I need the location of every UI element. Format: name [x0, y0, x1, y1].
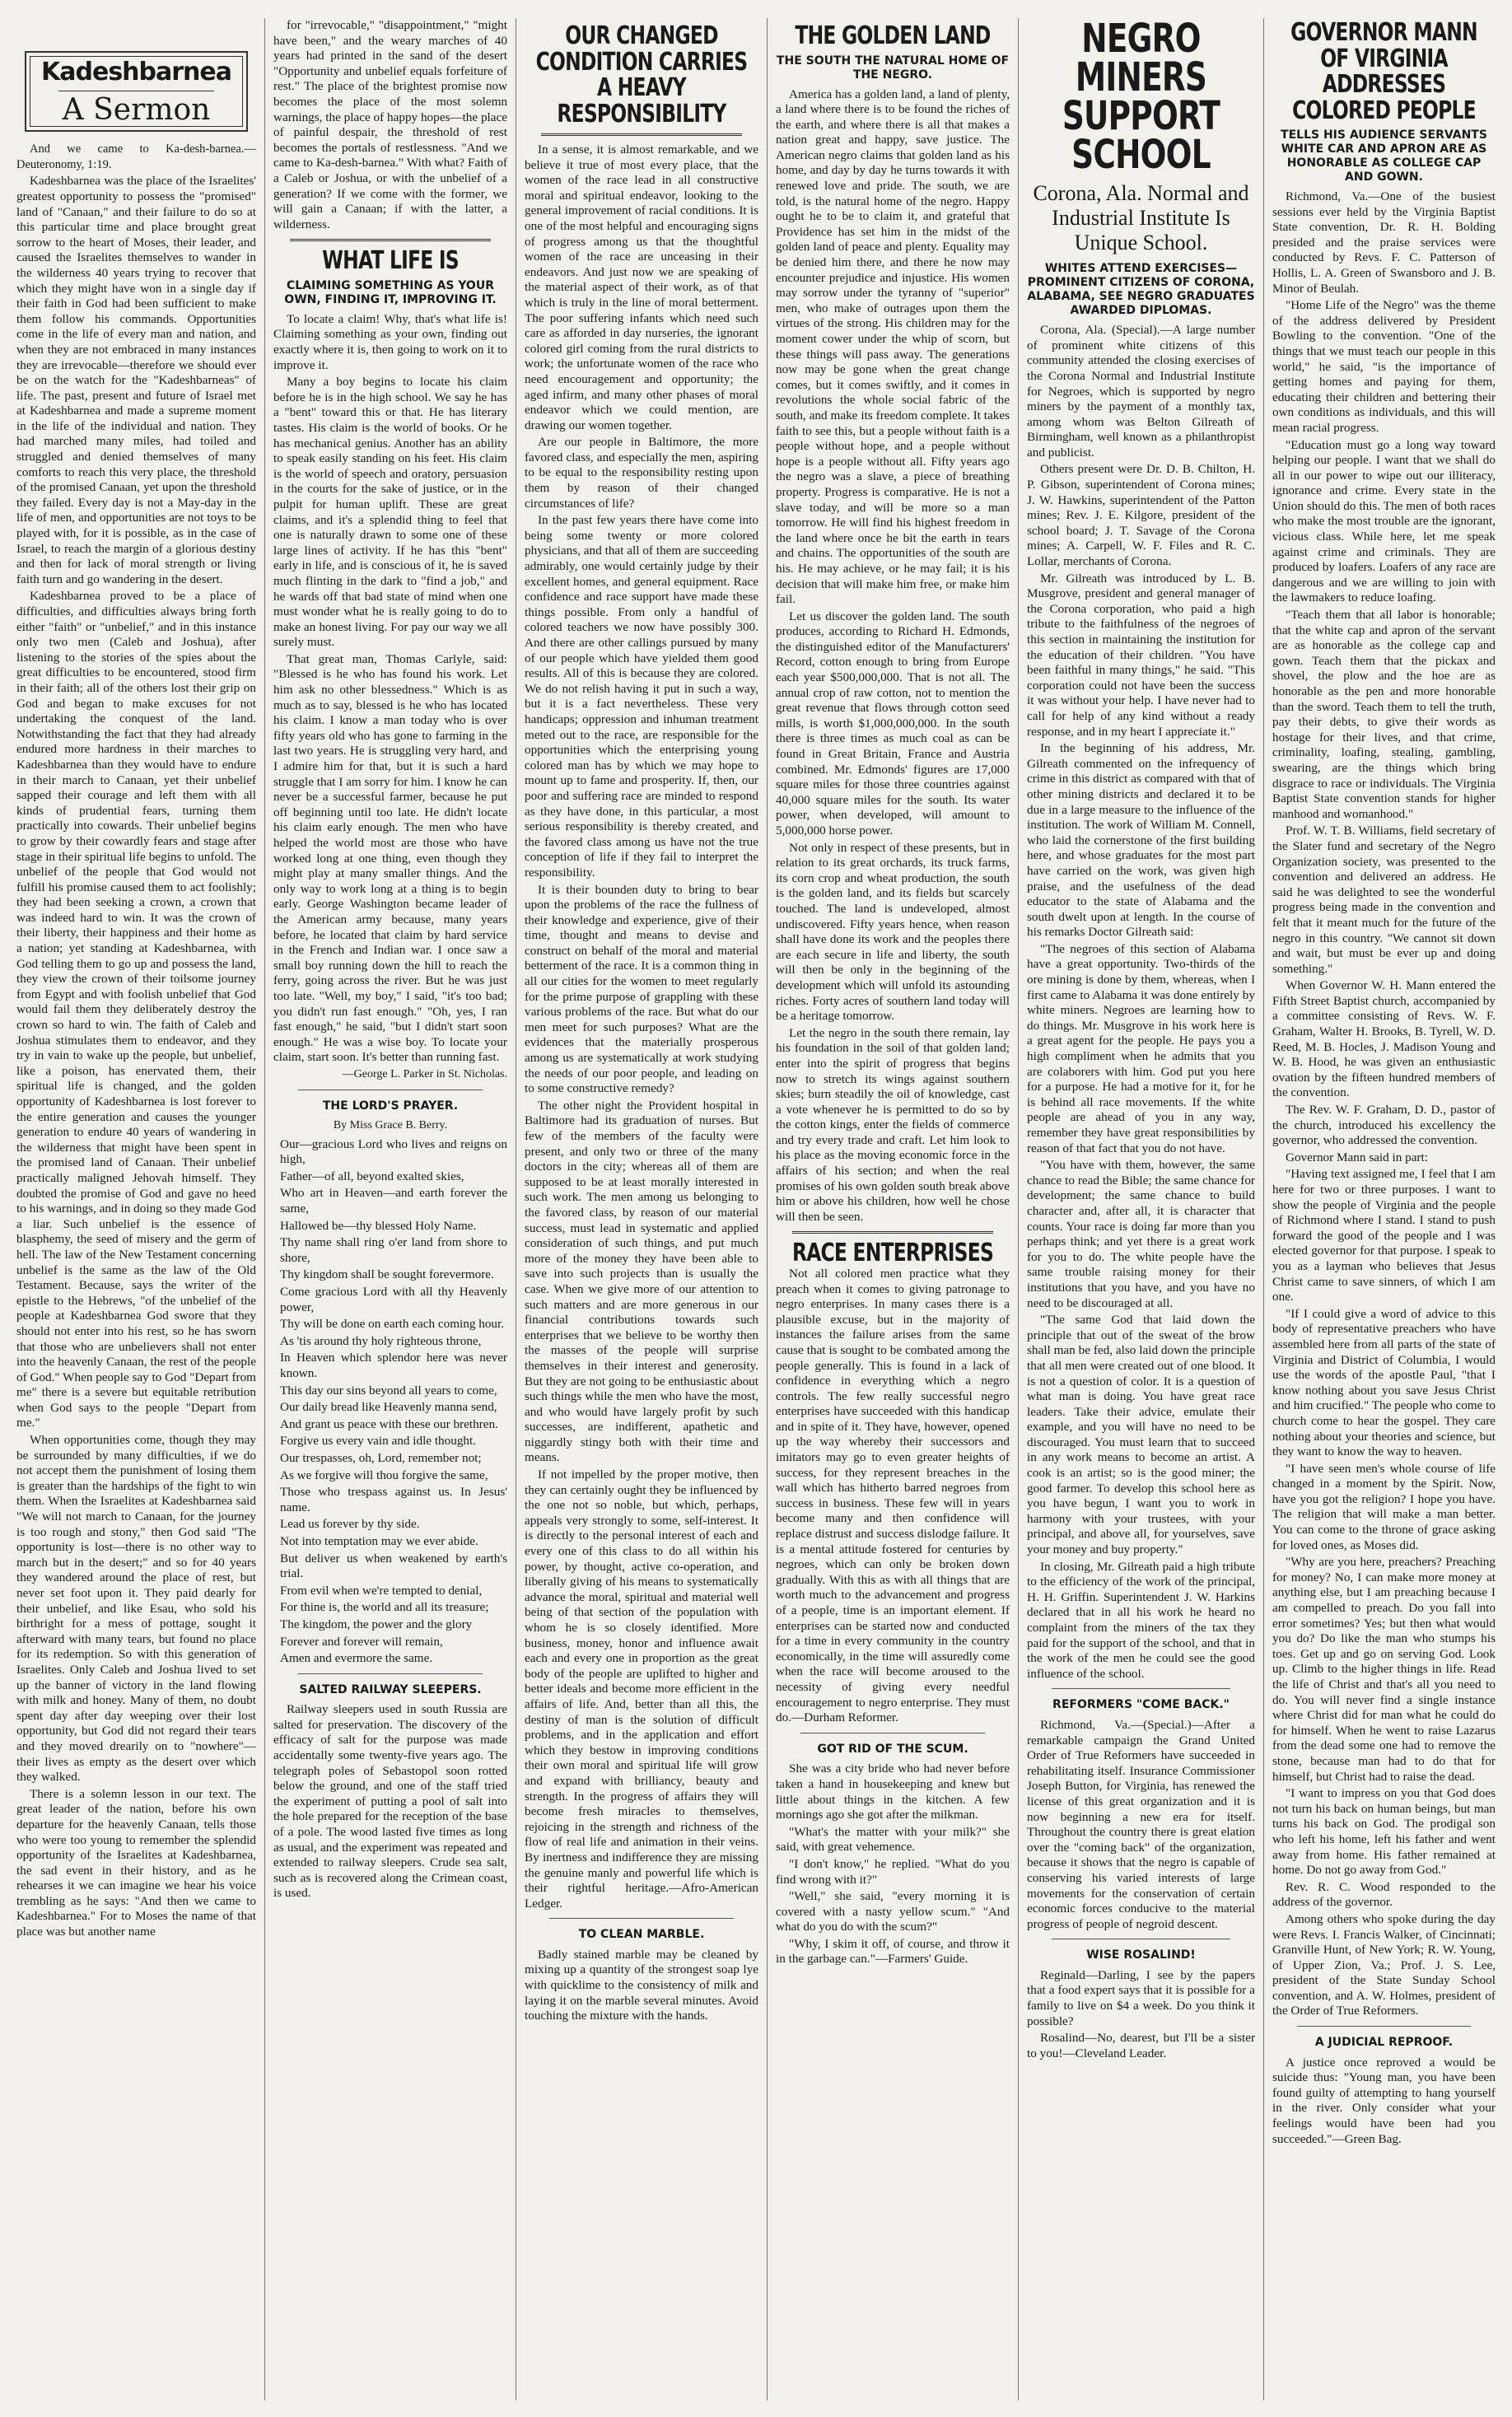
- headline-salted-sleepers: SALTED RAILWAY SLEEPERS.: [299, 1682, 482, 1696]
- headline-clean-marble: TO CLEAN MARBLE.: [578, 1928, 705, 1942]
- article-paragraph: The other night the Provident hospital in Baltimore had its graduation of nurses. But few of the members of the faculty were present, and only two or three of the many doctors in the city; whereas all of them are supposed to be at least morally interested in such work. The men among us belonging to the favored class, by reason of our material success, must lead in systematic and applied consideration of such things, and put much more of the money they have been able to save into such projects than is usually the case. When we give more of our attention to such matters and are more generous in our financial contributions towards such enterprises that we believe to be worthy then the masses of the people will surprise themselves in their interest and generosity. But they are not going to be enthusiastic about such things while the men who have the most, and who would have largely profit by such successes, are indifferent, apathetic and niggardly stingy both with their time and means.: [525, 1098, 758, 1465]
- headline-scum: GOT RID OF THE SCUM.: [817, 1742, 968, 1756]
- article-paragraph: When Governor W. H. Mann entered the Fifth Street Baptist church, accompanied by a committee consisting of Revs. W. F. Graham, Walter H. Brooks, B. Tyrell, W. D. Reed, M. B. Hocles, J. Madison Young and W. B. Hood, he was given an enthusiastic ovation by the fifteen hundred members of the convention.: [1272, 978, 1496, 1100]
- article-paragraph: Richmond, Va.—(Special.)—After a remarkable campaign the Grand United Order of True Reformers have succeeded in rehabilitating itself. Insurance Commissioner Joseph Button, for Virginia, has renewed the license of this great organization and it is now beginning a new era for itself. Throughout the country there is great elation over the "coming back" of the organization, because it shows that the negro is capable of conserving his varied interests of large movements for the conservation of certain economic forces conducive to the material progress of people of negroid descent.: [1027, 1717, 1255, 1931]
- article-paragraph: In a sense, it is almost remarkable, and we believe it true of most every place, that the women of the race lead in all constructive moral and spiritual endeavor, looking to the general improvement of racial conditions. It is one of the most helpful and encouraging signs of progress among us that the thoughtful women of the race are unceasing in their endeavors. And just now we are speaking of the material aspect of their work, as of that which is truly in the line of moral betterment. The poor suffering infants which need such care as afforded in day nurseries, the ignorant colored girl coming from the rural districts to work; the unfortunate women of the race who need encouragement and opportunity; the aged infirm, and many other phases of moral endeavor which we could mention, are drawing our women together.: [525, 142, 758, 432]
- column-5: [1019, 18, 1264, 2401]
- article-paragraph: "What's the matter with your milk?" she said, with great vehemence.: [776, 1824, 1010, 1855]
- deck-governor-mann: TELLS HIS AUDIENCE SERVANTS WHITE CAR AND APRON ARE AS HONORABLE AS COLLEGE CAP AND GOWN.: [1281, 128, 1487, 184]
- headline-changed-condition: OUR CHANGED CONDITION CARRIES A HEAVY RESPONSIBILITY: [535, 21, 748, 128]
- sermon-subtitle: A Sermon: [62, 92, 211, 127]
- article-paragraph: That great man, Thomas Carlyle, said: "Blessed is he who has found his work. Let him ask no other blessedness." Which is as much as to say, blessed is he who has located his claim. I know a man today who is over fifty years old who has gone to farming in the last two years. He is struggling very hard, and I admire him for that, but it is such a hard struggle that I am sorry for him. I know he can never be a successful farmer, because he put off beginning until too late. He didn't locate his claim early enough. The men who have helped the world most are those who have worked long at one thing, even though they might play at many smaller things. And the only way to work long at a thing is to begin early. George Washington became leader of the American army because, many years before, he located that claim by hard service in the French and Indian war. I once saw a small boy running down the hill to reach the ferry, going across the river. But he was just too late. "Well, my boy," I said, "it's too bad; you didn't run fast enough." "Oh, yes, I ran fast enough," he said, "but I didn't start soon enough." He was a wise boy. To locate your claim, start soon. It's better than running fast.: [273, 651, 507, 1065]
- headline-reformers: REFORMERS "COME BACK.": [1052, 1698, 1230, 1712]
- article-paragraph: In the beginning of his address, Mr. Gilreath commented on the infrequency of crime in this district as compared with that of other mining districts and declared it to be due in a large measure to the influence of the institution. The work of William M. Connell, who laid the cornerstone of the first building here, and whose graduates for the most part have carried on the work, was given high praise, and the usefulness of the dead educator to the state of Alabama and the south dwelt upon at length. In the course of his remarks Doctor Gilreath said:: [1027, 741, 1255, 940]
- poem-line: Lead us forever by thy side.: [280, 1517, 420, 1532]
- article-paragraph: Let the negro in the south there remain, lay his foundation in the soil of that golden land; enter into the spirit of progress that begins now to stretch its wings against southern skies; burn steadily the oil of knowledge, cast a vote whenever he is permitted to do so by the cotton kings, enter the fields of commerce and try every trade and craft. Let him look to his place as the moving economic force in the affairs of his section; and when the real promises of his own golden south break above him or above his children, how well he chose will then be seen.: [776, 1025, 1010, 1224]
- article-paragraph: There is a solemn lesson in our text. The great leader of the nation, before his own departure for the heavenly Canaan, tells those who were too young to remember the splendid opportunity of the Israelites at Kadeshbarnea, the sad event in their history, and as he rehearses it we can imagine we hear his voice trembling as he says: "And then we came to Kadeshbarnea." For to Moses the name of that place was but another name: [16, 1786, 256, 1939]
- article-paragraph: Not all colored men practice what they preach when it comes to giving patronage to negro enterprises. In many cases there is a plausible excuse, but in the majority of instances the failure arises from the same cause that is sought to be combated among the people generally. This is found in a lack of confidence in everything which a negro controls. The few really successful negro enterprises have succeeded with this handicap and in spite of it. They have, however, opened up the way whereby their successors and imitators may go to even greater heights of success, for they represent breaches in the wall which has hitherto barred negroes from success in business. These few will in years become many and then confidence will replace distrust and success dislodge failure. It is a mental attitude fostered for centuries by negroes, which can only be broken down gradually. With this as with all things that are worth much to the advancement and progress of a people, time is an important element. If enterprises can be started now and conducted for a time in every community in the country economically, in the time will assuredly come when the race will become aroused to the necessity of giving every needful encouragement to negro enterprise. They must do.—Durham Reformer.: [776, 1266, 1010, 1725]
- article-paragraph: Prof. W. T. B. Williams, field secretary of the Slater fund and secretary of the Negro Organization society, was presented to the convention and delivered an address. He said he was delighted to see the wonderful progress being made in the convention and felt that it meant much for the future of the negro in this country. "We cannot sit down and wait, but must be ever up and doing something.": [1272, 824, 1496, 976]
- article-paragraph: She was a city bride who had never before taken a hand in housekeeping and knew but little about things in the kitchen. A few mornings ago she got after the milkman.: [776, 1761, 1010, 1822]
- column-6: [1264, 18, 1504, 2401]
- article-paragraph: Others present were Dr. D. B. Chilton, H. P. Gibson, superintendent of Corona mines; J. W. Hawkins, superintendent of the Patton mines; Rev. J. E. Kilgore, president of the school board; J. T. Savage of the Corona mines; A. Carpell, W. F. Files and R. C. Lollar, merchants of Corona.: [1027, 462, 1255, 569]
- article-paragraph: Reginald—Darling, I see by the papers that a food expert says that it is possible for a family to live on $4 a week. Do you think it possible?: [1027, 1967, 1255, 2028]
- article-paragraph: "Why, I skim it off, of course, and throw it in the garbage can."—Farmers' Guide.: [776, 1936, 1010, 1967]
- poem-line: This day our sins beyond all years to come,: [280, 1383, 497, 1397]
- article-paragraph: for "irrevocable," "disappointment," "might have been," and the weary marches of 40 years had printed in the sand of the desert "Opportunity and unbelief equals forfeiture of rest." The place of the brightest promise now becomes the place of the most solemn warnings, the place of happy hopes—the place of painful despair, the threshold of rest becomes the portals of restlessness. "And we came to Ka-desh-barnea." With what? Faith of a Caleb or Joshua, or with the unbelief of a generation? If we come with the former, we will gain a Canaan; if with the latter, a wilderness.: [273, 18, 507, 231]
- headline-lords-prayer: THE LORD'S PRAYER.: [322, 1099, 459, 1113]
- poem-line: Amen and evermore the same.: [280, 1651, 433, 1666]
- article-paragraph: "Education must go a long way toward helping our people. I want that we shall do all in our power to wipe out our illiteracy, ignorance and crime. Every state in the Union should do this. The men of both races who make the most trouble are the ignorant, vicious class. While here, let me speak against crime and criminals. They are produced by loafers. Loafers of any race are dangerous and we are willing to join with the lawmakers to reduce loafing.: [1272, 437, 1496, 605]
- article-paragraph: "Home Life of the Negro" was the theme of the address delivered by President Bowling to the convention. "One of the things that we must teach our people in this world," he said, "is the importance of getting homes and paying for them, educating their children and bettering their own conditions as individuals, and this will mean racial progress.: [1272, 298, 1496, 435]
- article-paragraph: "Why are you here, preachers? Preaching for money? No, I can make more money at anything else, but I am preaching because I am compelled to preach. Do you fall into error sometimes? Yes; but then what would you do? Do like the man who stumps his toes. Get up and go on serving God. Look up. Climb to the higher things in life. Read the life of Christ and that's all you need to do. You will never find a single instance where Christ did for man what he could do for himself. When he went to raise Lazarus from the dead some one had to remove the stone, because man had to do that for himself, but Christ had to raise the dead.: [1272, 1555, 1496, 1784]
- byline-signature: —George L. Parker in St. Nicholas.: [342, 1067, 507, 1080]
- article-paragraph: Governor Mann said in part:: [1286, 1150, 1428, 1164]
- headline-rosalind: WISE ROSALIND!: [1086, 1948, 1196, 1962]
- column-4: [768, 18, 1019, 2401]
- byline: By Miss Grace B. Berry.: [333, 1119, 448, 1132]
- article-paragraph: Kadeshbarnea proved to be a place of difficulties, and difficulties always bring forth either "faith" or "unbelief," and in this instance only two men (Caleb and Joshua), after listening to the stories of the spies about the great difficulties to be encountered, stood firm in their faith; all of the others lost their grip on God and began to make excuses for not undertaking the conquest of the land. Notwithstanding the fact that they had already endured more hardness in their marches to Kadeshbarnea than they would have to endure in their march to Canaan, yet their unbelief sapped their courage and left them with all kinds of prudential fears, turning them practically into cowards. Their unbelief begins to grow by their cowardly fears and stage after stage in their spiritual life begins to unfold. The unbelief of the people that God would not fulfill his promise caused them to act foolishly; they had been seeking a crown, a crown that was indeed hard to win. It was the crown of their liberty, their happiness and their home as a nation; yet standing at Kadeshbarnea, with God telling them to go up and possess the land, they view the crown of their toilsome journey from Egypt and with foolish unbelief that God would fail them they deliberately destroy the crown so hard to win. The faith of Caleb and Joshua stimulates them to endeavor, and they try in vain to wake up the people, but unbelief, like a poison, has enervated them, their spiritual life is changed, and the golden opportunity of Kadeshbarnea is lost forever to the entire generation and causes the younger generation to endure 40 years of wandering in the wilderness that might have been spent in the promised land of Canaan. Their unbelief practically maligned Jehovah himself. They doubted the promise of God and gave no heed to his warnings, and in doing so they made God a liar. Such unbelief is the essence of blasphemy, the seed of misery and the germ of hell. The law of the New Testament concerning unbelief is the same as the law of the Old Testament. Because, says the writer of the epistle to the Hebrews, "of the unbelief of the people at Kadeshbarnea God swore that they should not enter into his rest, so he has sworn that those who are unbelievers shall not enter into the heavenly Canaan, the rest of the people of God." When people say to God "Depart from me" there is a severe but equitable retribution when God says to the people "Depart from me.": [16, 589, 256, 1430]
- intro-corona: Corona, Ala. Normal and Industrial Institute Is Unique School.: [1033, 181, 1249, 255]
- divider: [290, 239, 491, 241]
- headline-governor-mann: GOVERNOR MANN OF VIRGINIA ADDRESSES COLORED PEOPLE: [1290, 18, 1477, 125]
- poem-line: And grant us peace with these our brethren.: [280, 1416, 498, 1431]
- headline-negro-miners: NEGRO MINERS SUPPORT SCHOOL: [1062, 18, 1220, 179]
- poem-line: As 'tis around thy holy righteous throne,: [280, 1333, 482, 1348]
- article-paragraph: Not only in respect of these presents, but in relation to its great orchards, its truck farms, its corn crop and wheat production, the south is the golden land, and its fields but scarcely touched. The land is undeveloped, almost undiscovered. Fifty years hence, when reason shall have done its work and the peoples there are each secure in life and liberty, the south will then be only in the beginning of the development which will unfold its astounding riches. Forty acres of southern land today will be a heritage tomorrow.: [776, 840, 1010, 1024]
- article-paragraph: Rosalind—No, dearest, but I'll be a sister to you!—Cleveland Leader.: [1027, 2031, 1255, 2060]
- poem-line: Our trespasses, oh, Lord, remember not;: [280, 1450, 482, 1465]
- divider: [1052, 1688, 1230, 1689]
- poem-line: Thy kingdom shall be sought forevermore.: [280, 1267, 494, 1282]
- article-paragraph: Among others who spoke during the day were Revs. I. Francis Walker, of Cincinnati; Granville Hunt, of New York; R. W. Young, of Upper Zion, Va.; Prof. J. S. Lee, president of the State Sunday School convention, and A. W. Holmes, president of the Order of True Reformers.: [1272, 1911, 1496, 2018]
- article-paragraph: In the past few years there have come into being some twenty or more colored physicians, and that all of them are succeeding admirably, one would certainly judge by their excellent homes, and general equipment. Race confidence and race support have made these things possible. From only a handful of colored teachers we now have possibly 300. And there are other callings pursued by many of our people which have yielded them good results. All of this is because they are colored. We do not relish having it put in such a way, but it is a fact nevertheless. These very handicaps; oppression and inhuman treatment meted out to the race, are responsible for the opportunities which the enterprising young colored man has by which we may hope to mount up to fame and prosperity. If, then, our poor and suffering race are minded to respond as they have done, in this particular, a most serious responsibility is thereby created, and the favored class among us have not the true conception of life if they fail to interpret the responsibility.: [525, 513, 758, 880]
- poem-line: Father—of all, beyond exalted skies,: [280, 1169, 464, 1183]
- article-paragraph: "If I could give a word of advice to this body of representative preachers who have assembled here from all parts of the state of Virginia and District of Columbia, I would use the words of the apostle Paul, "that I know nothing about you save Jesus Christ and him crucified." The people who come to church come to hear the gospel. They care nothing about your theories and science, but they want to know the way to heaven.: [1272, 1306, 1496, 1459]
- article-paragraph: Corona, Ala. (Special).—A large number of prominent white citizens of this community attended the closing exercises of the Corona Normal and Industrial Institute for Negroes, which is supported by negro miners by the payment of a monthly tax, among whom was Belton Gilreath of Birmingham, well known as a philanthropist and publicist.: [1027, 323, 1255, 460]
- poem-line: Forgive us every vain and idle thought.: [280, 1434, 477, 1449]
- article-paragraph: When opportunities come, though they may be surrounded by many difficulties, if we do not accept them the punishment of losing them is greater than the hardships of the fight to win them. When the Israelites at Kadeshbarnea said "We will not march to Canaan, for the journey is too rough and stony," then God said "The opportunity is lost—there is no other way to march but in the desert;" and so for 40 years they wandered around the place of rest, but never set foot upon it. They paid dearly for their unbelief, and like Esau, who sold his birthright for a mess of pottage, sought it afterward with many tears, but found no place for its redemption. So with this generation of Israelites. Only Caleb and Joshua lived to set up the banner of victory in the land flowing with milk and honey. Many of them, no doubt spent day after day weeping over their lost opportunity, but God did not regard their tears and they moved drearily on to "nowhere"—their lives as empty as the desert over which they walked.: [16, 1433, 256, 1785]
- column-2: [265, 18, 516, 2401]
- article-paragraph: A justice once reproved a would be suicide thus: "Young man, you have been found guilty of attempting to hang yourself in the river. Only consider what your feelings would have been had you succeeded."—Green Bag.: [1272, 2055, 1496, 2146]
- poem-line: From evil when we're tempted to denial,: [280, 1583, 483, 1598]
- column-3: [516, 18, 768, 2401]
- deck-what-life-is: CLAIMING SOMETHING AS YOUR OWN, FINDING IT, IMPROVING IT.: [284, 278, 497, 306]
- article-paragraph: "I don't know," he replied. "What do you find wrong with it?": [776, 1856, 1010, 1887]
- article-paragraph: "The same God that laid down the principle that out of the sweat of the brow shall man be fed, also laid down the principle that all men were created out of one blood. It is not a question of color. It is a question of what man is doing. You have great race leaders. Take their advice, emulate their example, and you will have no need to be discouraged. You must learn that to succeed in any work means to become an artist. A cook is an artist; so is the good miner; the good farmer. To develop this school here as you have begun, I want you to work in harmony with your trustees, with your principal, and above all, for yourselves, save your money and buy property.": [1027, 1313, 1255, 1557]
- article-paragraph: The Rev. W. F. Graham, D. D., pastor of the church, introduced his excellency the governor, who addressed the convention.: [1272, 1103, 1496, 1148]
- poem-line: In Heaven which splendor here was never known.: [280, 1351, 507, 1380]
- sermon-title-box: [25, 51, 248, 132]
- deck-corona: WHITES ATTEND EXERCISES—PROMINENT CITIZENS OF CORONA, ALABAMA, SEE NEGRO GRADUATES AWARDED DIPLOMAS.: [1027, 262, 1255, 318]
- poem: [273, 1137, 507, 1667]
- poem-line: But deliver us when weakened by earth's trial.: [280, 1551, 507, 1581]
- poem-line: Not into temptation may we ever abide.: [280, 1533, 478, 1548]
- article-paragraph: Richmond, Va.—One of the busiest sessions ever held by the Virginia Baptist State convention, Dr. R. H. Bolding presided and the praise services were conducted by Revs. F. C. Patterson of Hollis, L. A. Green of Swansboro and J. B. Minor of Beulah.: [1272, 189, 1496, 296]
- article-paragraph: Are our people in Baltimore, the more favored class, and especially the men, aspiring to be equal to the responsibility resting upon them by reason of their changed circumstances of life?: [525, 435, 758, 511]
- article-paragraph: Rev. R. C. Wood responded to the address of the governor.: [1272, 1879, 1496, 1910]
- article-paragraph: America has a golden land, a land of plenty, a land where there is to be found the riches of the earth, and where there is all that makes a nation great and happy, save justice. The American negro claims that golden land as his home, and day by day he turns towards it with renewed love and pride. The south, we are told, is the natural home of the negro. Happy ought he to be to claim it, and grateful that Providence has set him in the midst of the golden land of peace and plenty. Equality may be denied him there, and there he now may encounter prejudice and injustice. His women may sorrow under the tyranny of "superior" men, who make of outrages upon them the virtues of the strong. His children may for the moment cower under the whip of scorn, but these things will pass away. The generations now may be gone when the great change comes, but it comes swiftly, and it comes in revolutions the whole social fabric of the south, and make its freedom complete. It takes faith to see this, but a people without faith is a people without hope, and a people without hope is a people without all. Fifty years ago the negro was a slave, a piece of breathing property. Progress is comparative. He is not a slave today, and will be more so a man tomorrow. He will find his highest freedom in the land where once he bit the earth in tears and chains. The opportunities of the south are his. He may achieve, or he may fail; it is his decision that will make him free, or make him fail.: [776, 86, 1010, 607]
- article-paragraph: Mr. Gilreath was introduced by L. B. Musgrove, president and general manager of the Corona corporation, who paid a high tribute to the faithfulness of the negroes of this section in maintaining the institution for the education of their children. "You have been faithful in many things," he said. "This corporation could not have been the success it was without your help. I have never had to call for help of any kind without a ready response, and in my heart I appreciate it.": [1027, 571, 1255, 739]
- divider: [298, 1673, 483, 1674]
- headline-golden-land: THE GOLDEN LAND: [795, 21, 991, 50]
- article-paragraph: To locate a claim! Why, that's what life is! Claiming something as your own, finding out exactly where it is, then going to work on it to improve it.: [273, 311, 507, 372]
- article-paragraph: "Teach them that all labor is honorable; that the white cap and apron of the servant are as honorable as the college cap and gown. Teach them that the pickax and shovel, the plow and the hoe are as honorable as the pen and more honorable than the sword. Teach them to tell the truth, pay their debts, to give their words as hostage for their lives, and that crime, criminality, loafing, stealing, gambling, swearing, are the things which bring disgrace to race or individuals. The Virginia Baptist State convention stands for higher manhood and womanhood.": [1272, 608, 1496, 821]
- article-paragraph: Let us discover the golden land. The south produces, according to Richard H. Edmonds, the distinguished editor of the Manufacturers' Record, cotton enough to bring from Europe each year $500,000,000. That is not all. The annual crop of raw cotton, not to mention the great revenue that flows through cotton seed mills, is worth $1,000,000,000. In the south there is three times as much coal as can be found in Great Britain, France and Austria combined. Mr. Edmonds' figures are 17,000 square miles for those three countries against 40,000 square miles for the south. Its water power, when developed, will amount to 5,000,000 horse power.: [776, 609, 1010, 838]
- divider: [792, 1231, 993, 1234]
- headline-race-enterprises: RACE ENTERPRISES: [791, 1239, 994, 1268]
- article-paragraph: If not impelled by the proper motive, then they can certainly ought they be influenced by the one not so noble, but which, perhaps, appeals very strongly to some, self-interest. It is directly to the personal interest of each and every one of this class to do all within his power, by thought, active co-operation, and liberally giving of his means to systematically advance the moral, spiritual and material well being of that section of the population with whom he is so closely identified. More business, money, honor and influence await each and every one in proportion as the great body of the people are uplifted to higher and better ideals and become more efficient in the affairs of life. And, better than all this, the destiny of man is the solution of difficult problems, and in the application and effort which they bestow in improving conditions their own moral and spiritual life will grow and expand with brilliancy, beauty and strength. In the progress of affairs they will become fresh miracles to themselves, rejoicing in the strength and richness of the flow of real life and animation in their veins. By inertness and indifference they are missing the genuine manly and powerful life which is their rightful heritage.—Afro-American Ledger.: [525, 1467, 758, 1911]
- sermon-title: Kadeshbarnea: [41, 58, 231, 86]
- poem-line: Hallowed be—thy blessed Holy Name.: [280, 1218, 477, 1233]
- divider: [541, 133, 742, 136]
- poem-line: Who art in Heaven—and earth forever the same,: [280, 1186, 507, 1216]
- article-paragraph: "You have with them, however, the same chance to read the Bible; the same chance for development; the same chance to build character and, after all, it is character that counts. Your race is doing far more than you perhaps think; and yet there is a great work for you to do. The white people have the same trouble raising money for their institutions that you have, and you have no need to be discouraged at all.: [1027, 1158, 1255, 1310]
- article-paragraph: "Well," she said, "every morning it is covered with a nasty yellow scum." "And what do you do with the scum?": [776, 1889, 1010, 1934]
- poem-line: Thy name shall ring o'er land from shore to shore,: [280, 1235, 507, 1265]
- article-paragraph: Kadeshbarnea was the place of the Israelites' greatest opportunity to possess the "promised" land of "Canaan," and their failure to do so at this particular time and place brought great sorrow to the heart of Moses, their leader, and caused the Israelites themselves to wander in the wilderness 40 years trying to recover that which they might have won in a single day if their faith in God had been sufficient to make them follow his commands. Opportunities come in the life of every man and nation, and when they are not embraced in many instances they are irrevocable—therefore we should ever be on the watch for the "Kadeshbarneas" of life. The past, present and future of Israel met at Kadeshbarnea and made a supreme moment in the life of the individual and nation. They had marched many miles, had toiled and struggled and denied themselves of many comforts to reach this very place, the threshold of the promised Canaan, yet upon the threshold they failed. Every day is not a May-day in the life of men, and opportunities are not toys to be played with, for it is possible, as in the case of Israel, to reach the margin of a glorious destiny and then for lack of moral strength or living faith turn and go wandering in the desert.: [16, 174, 256, 586]
- scripture-quote: And we came to Ka-desh-barnea.—Deuteronomy, 1:19.: [16, 142, 256, 171]
- divider: [549, 1918, 734, 1919]
- poem-line: For thine is, the world and all its treasure;: [280, 1600, 489, 1615]
- poem-line: Our daily bread like Heavenly manna send,: [280, 1400, 497, 1415]
- poem-line: Those who trespass against us. In Jesus' name.: [280, 1485, 507, 1514]
- poem-line: Forever and forever will remain,: [280, 1634, 443, 1649]
- article-paragraph: "Having text assigned me, I feel that I am here for two or three purposes. I want to show the people of Virginia and the people of Richmond where I stand. I stand to push forward the good of the people and I was elected governor for that purpose. I speak to you as a layman who believes that Jesus Christ came to save sinners, of which I am one.: [1272, 1167, 1496, 1304]
- column-container: [8, 18, 1504, 2401]
- article-paragraph: "I have seen men's whole course of life changed in a moment by the Spirit. Now, have you got the religion? I hope you have. The religion that will make a man better. You can come to the throne of grace asking for loved ones, as Moses did.: [1272, 1461, 1496, 1552]
- article-paragraph: Badly stained marble may be cleaned by mixing up a quantity of the strongest soap lye with quicklime to the consistency of milk and laying it on the marble several minutes. Avoid touching the mixture with the hands.: [525, 1947, 758, 2023]
- poem-line: Come gracious Lord with all thy Heavenly power,: [280, 1285, 507, 1314]
- article-paragraph: It is their bounden duty to bring to bear upon the problems of the race the fullness of their knowledge and experience, give of their time, thought and means to devise and construct on behalf of the moral and material betterment of the race. It is a common thing in all our cities for the women to meet regularly for the prime purpose of grappling with these various problems of the race. But what do our men meet for such purposes? What are the evidences that the materially prosperous among us are systematically at work studying the needs of our poor people, and leading on to some constructive remedy?: [525, 882, 758, 1096]
- headline-judicial-reproof: A JUDICIAL REPROOF.: [1314, 2036, 1454, 2050]
- headline-what-life-is: WHAT LIFE IS: [322, 246, 459, 276]
- article-paragraph: "The negroes of this section of Alabama have a great opportunity. Two-thirds of the ore mining is done by them, whereas, when I first came to Alabama it was done entirely by white miners. Negroes are learning how to do things. Mr. Musgrove in his work here is a great agent for the people. He pays you a high compliment when he admits that you are colaborers with him. God put you here for a purpose. He had a motive for it, for he is behind all race movements. If the white people are ahead of you in any way, remember they have great responsibilities by reason of that fact that you do not have.: [1027, 941, 1255, 1155]
- divider: [1297, 2026, 1471, 2027]
- article-paragraph: Railway sleepers used in south Russia are salted for preservation. The discovery of the efficacy of salt for the purpose was made accidentally some twenty-five years ago. The telegraph poles of Sebastopol soon rotted below the ground, and one of the staff tried the experiment of putting a pool of salt into the hole prepared for the reception of the base of a pole. The wood lasted five times as long as usual, and the experiment was repeated and extended to railway sleepers. Crude sea salt, such as is recovered along the Crimean coast, is used.: [273, 1702, 507, 1901]
- article-paragraph: "I want to impress on you that God does not turn his back on human beings, but man turns his back on God. The prodigal son who left his home, left his father and went away from home. His father remained at home. Do not go away from God.": [1272, 1786, 1496, 1878]
- column-1: [8, 18, 265, 2401]
- deck-golden-land: THE SOUTH THE NATURAL HOME OF THE NEGRO.: [776, 54, 1010, 82]
- poem-line: As we forgive will thou forgive the same,: [280, 1467, 488, 1482]
- article-paragraph: In closing, Mr. Gilreath paid a high tribute to the efficiency of the work of the principal, H. H. Griffin. Superintendent J. W. Harkins declared that in all his work he heard no complaint from the miners of the tax they paid for the support of the school, and that in the work of the men he could see the good influence of the school.: [1027, 1559, 1255, 1681]
- poem-line: Our—gracious Lord who lives and reigns on high,: [280, 1136, 507, 1167]
- article-paragraph: Many a boy begins to locate his claim before he is in the high school. We say he has a "bent" toward this or that. He has literary tastes. His claim is the world of books. Or he has mechanical genius. Another has an ability to speak easily standing on his feet. His claim is the world of speech and oratory, persuasion in the courts for the sake of justice, or in the pulpit for human uplift. These are great claims, and it's a splendid thing to feel that one is naturally drawn to some one of these large lines of activity. If he has this "bent" early in life, and is conscious of it, he is saved much flinting in the dark to "find a job," and he wards off that bad state of mind when one must wonder what he is really going to do to make an honest living. For pay our way we all surely must.: [273, 375, 507, 650]
- poem-line: Thy will be done on earth each coming hour.: [280, 1317, 505, 1332]
- poem-line: The kingdom, the power and the glory: [280, 1617, 473, 1631]
